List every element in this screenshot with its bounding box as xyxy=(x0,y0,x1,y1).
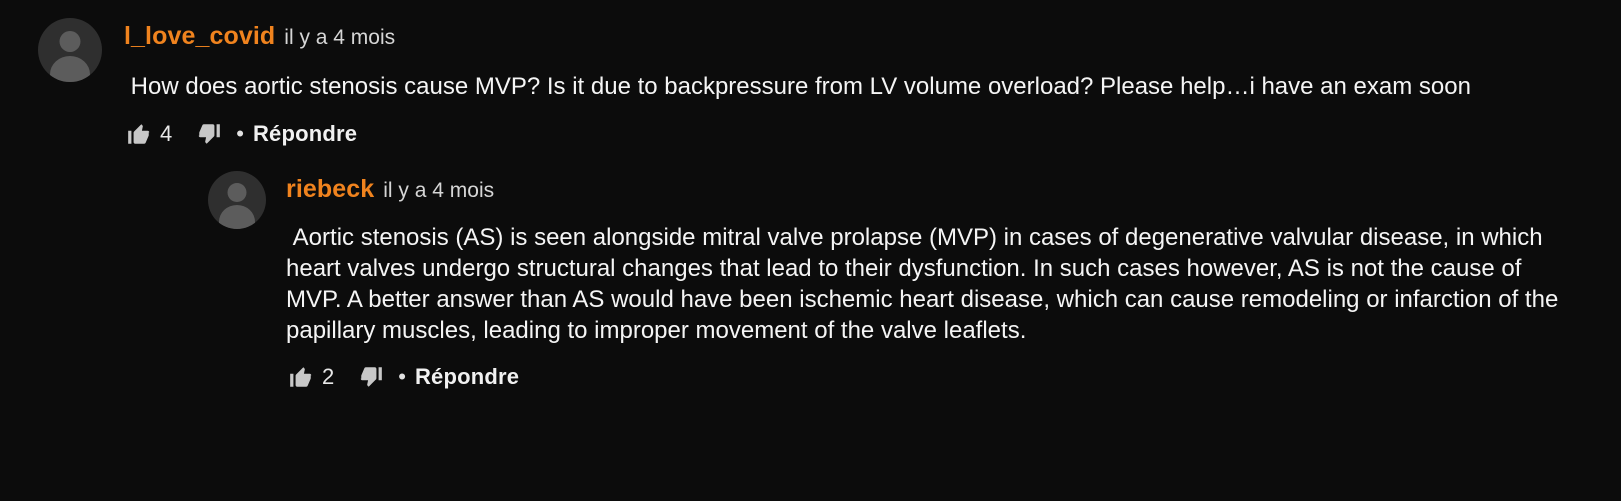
avatar-body-icon xyxy=(219,205,255,229)
thumbs-down-icon[interactable] xyxy=(356,362,386,392)
avatar-head-icon xyxy=(60,31,81,52)
reply-button[interactable]: Répondre xyxy=(252,120,358,146)
comment-body xyxy=(124,18,1581,149)
comment-actions xyxy=(124,119,1581,149)
comment-body xyxy=(286,171,1581,393)
comment-timestamp[interactable]: il y a 4 mois xyxy=(284,26,396,49)
comment-author[interactable]: riebeck xyxy=(286,174,375,203)
comment-author[interactable]: l_love_covid xyxy=(124,22,276,50)
avatar-body-icon xyxy=(50,56,90,82)
comment-thread-top xyxy=(0,18,1621,149)
comment-meta xyxy=(286,174,1581,203)
thumbs-up-icon[interactable] xyxy=(286,362,316,392)
comment-text: How does aortic stenosis cause MVP? Is it due to backpressure from LV volume overload? Please help…i have an exam soon xyxy=(124,73,1471,100)
avatar-head-icon xyxy=(228,183,247,202)
like-count: 2 xyxy=(322,364,335,390)
reply-button[interactable]: Répondre xyxy=(414,364,520,390)
action-separator: • xyxy=(236,120,244,146)
action-separator: • xyxy=(398,364,406,390)
avatar[interactable] xyxy=(38,18,102,82)
comment-meta xyxy=(124,24,1581,49)
comment-thread-reply xyxy=(0,171,1621,393)
avatar[interactable] xyxy=(208,171,266,229)
like-count: 4 xyxy=(160,120,173,146)
comment-actions xyxy=(286,362,1581,392)
thumbs-up-icon[interactable] xyxy=(124,119,154,149)
comment-timestamp[interactable]: il y a 4 mois xyxy=(383,178,495,202)
thumbs-down-icon[interactable] xyxy=(194,119,224,149)
comment-text: Aortic stenosis (AS) is seen alongside mitral valve prolapse (MVP) in cases of degenerative valvular disease, in which heart valves undergo structural changes that lead to their dysfunction. In such cases however, AS is not the cause of MVP. A better answer than AS would have been ischemic heart disease, which can cause remodeling or infarction of the papillary muscles, leading to improper movement of the valve leaflets. xyxy=(286,223,1565,345)
